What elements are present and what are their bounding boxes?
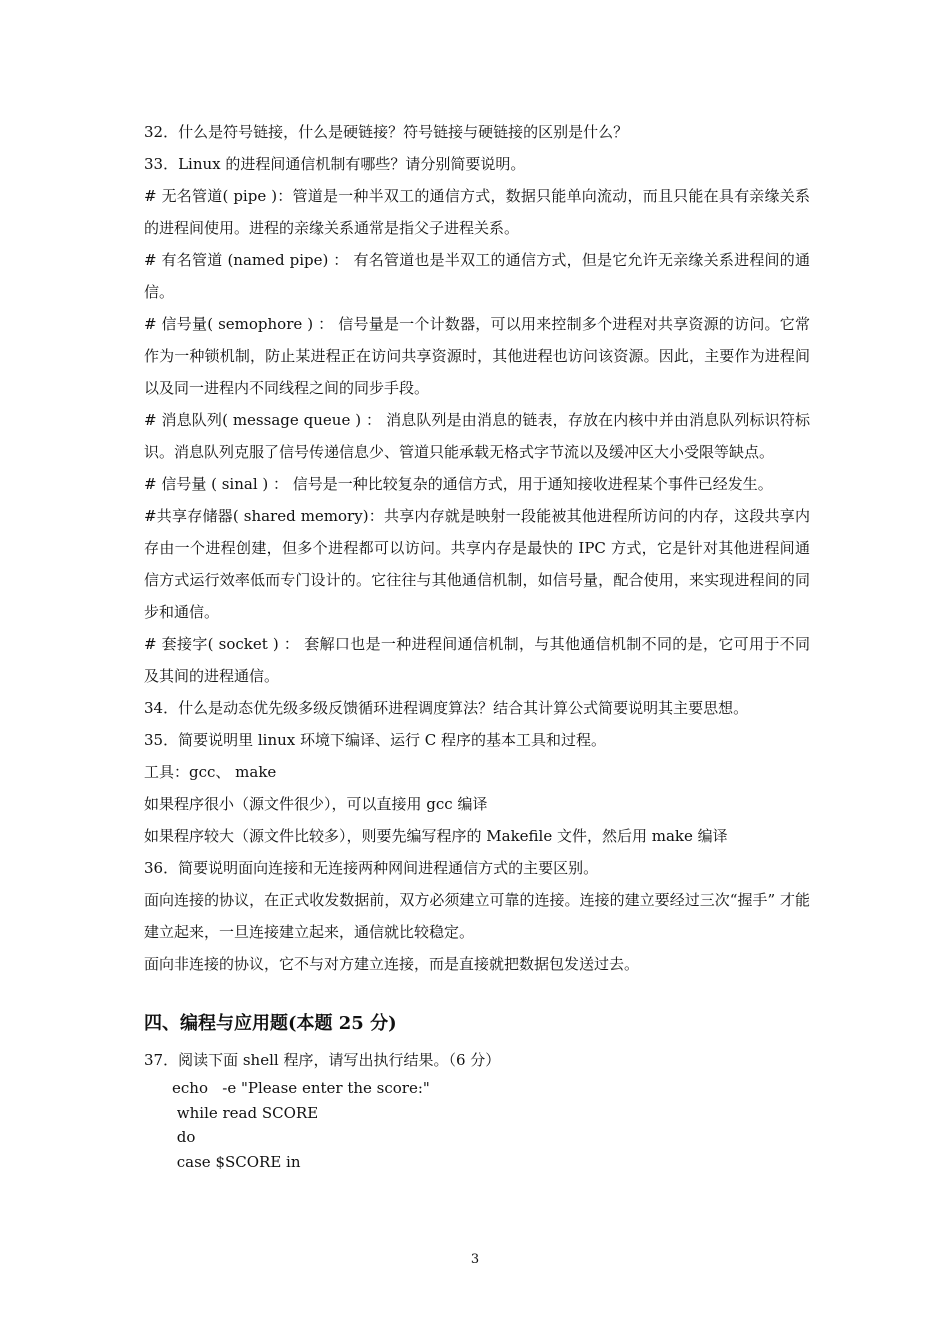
- paragraph-q36: 36．简要说明面向连接和无连接两种网间进程通信方式的主要区别。: [144, 859, 599, 877]
- paragraph-tools: 工具：gcc、 make: [144, 763, 277, 781]
- paragraph-small-program: 如果程序很小（源文件很少），可以直接用 gcc 编译: [144, 795, 488, 813]
- paragraph-q32: 32．什么是符号链接，什么是硬链接？符号链接与硬链接的区别是什么？: [144, 123, 629, 141]
- code-line: do: [172, 1128, 196, 1146]
- paragraph-q33: 33．Linux 的进程间通信机制有哪些？请分别简要说明。: [144, 155, 526, 173]
- paragraph-q34: 34．什么是动态优先级多级反馈循环进程调度算法？结合其计算公式简要说明其主要思想。: [144, 699, 749, 717]
- paragraph-named-pipe: # 有名管道 (named pipe) ： 有名管道也是半双工的通信方式，但是它允许无亲缘关系进程间的通信。: [144, 251, 810, 301]
- paragraph-connectionless: 面向非连接的协议，它不与对方建立连接，而是直接就把数据包发送过去。: [144, 955, 640, 973]
- paragraph-shared-memory: #共享存储器( shared memory)：共享内存就是映射一段能被其他进程所访问的内存，这段共享内存由一个进程创建，但多个进程都可以访问。共享内存是最快的 IPC 方式，它是针对其他进程间通信方式运行效率低而专门设计的。它往往与其他通信机制，如信号量，配合使用，来实现进程间的同步和通信。: [144, 507, 810, 621]
- paragraph-connection-oriented: 面向连接的协议，在正式收发数据前，双方必须建立可靠的连接。连接的建立要经过三次“握手” 才能建立起来，一旦连接建立起来，通信就比较稳定。: [144, 891, 810, 941]
- code-line: case $SCORE in: [172, 1152, 301, 1171]
- paragraph-large-program: 如果程序较大（源文件比较多），则要先编写程序的 Makefile 文件，然后用 make 编译: [144, 827, 728, 845]
- code-block: [144, 1076, 810, 1174]
- code-line: while read SCORE: [172, 1103, 319, 1122]
- page-content: [144, 116, 810, 1174]
- paragraph-q35: 35．简要说明里 linux 环境下编译、运行 C 程序的基本工具和过程。: [144, 731, 607, 749]
- paragraph-message-queue: # 消息队列( message queue ) ： 消息队列是由消息的链表，存放在内核中并由消息队列标识符标识。消息队列克服了信号传递信息少、管道只能承载无格式字节流以及缓冲区大小受限等缺点。: [144, 411, 810, 461]
- paragraph-signal: # 信号量 ( sinal ) ： 信号是一种比较复杂的通信方式，用于通知接收进程某个事件已经发生。: [144, 475, 773, 493]
- paragraph-semaphore: # 信号量( semophore ) ： 信号量是一个计数器，可以用来控制多个进程对共享资源的访问。它常作为一种锁机制，防止某进程正在访问共享资源时，其他进程也访问该资源。因此，主要作为进程间以及同一进程内不同线程之间的同步手段。: [144, 315, 810, 397]
- paragraph-socket: # 套接字( socket ) ： 套解口也是一种进程间通信机制，与其他通信机制不同的是，它可用于不同及其间的进程通信。: [144, 635, 810, 685]
- section-heading: 四、编程与应用题(本题 25 分): [144, 1013, 397, 1034]
- code-line: echo -e "Please enter the score:": [172, 1079, 430, 1097]
- paragraph-q37: 37．阅读下面 shell 程序，请写出执行结果。（6 分）: [144, 1051, 501, 1069]
- page-number: 3: [470, 1252, 480, 1267]
- paragraph-pipe: # 无名管道( pipe )：管道是一种半双工的通信方式，数据只能单向流动，而且只能在具有亲缘关系的进程间使用。进程的亲缘关系通常是指父子进程关系。: [144, 187, 810, 237]
